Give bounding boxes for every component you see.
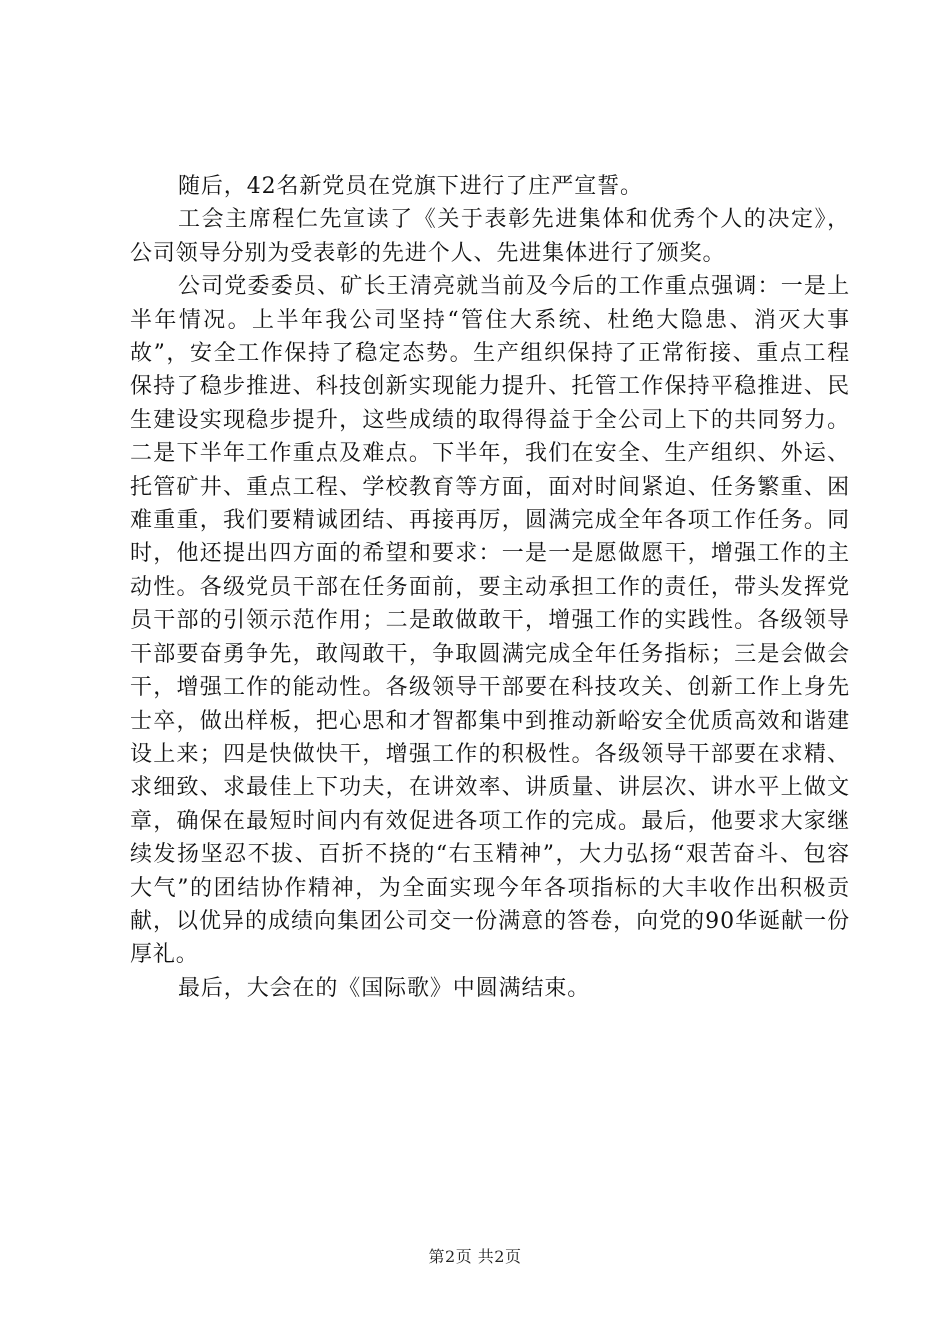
paragraph-work-priorities: 公司党委委员、矿长王清亮就当前及今后的工作重点强调：一是上半年情况。上半年我公司坚持“管住大系统、杜绝大隐患、消灭大事故”，安全工作保持了稳定态势。生产组织保持了正常衔接、重点工程保持了稳步推进、科技创新实现能力提升、托管工作保持平稳推进、民生建设实现稳步提升，这些成绩的取得得益于全公司上下的共同努力。二是下半年工作重点及难点。下半年，我们在安全、生产组织、外运、托管矿井、重点工程、学校教育等方面，面对时间紧迫、任务繁重、困难重重，我们要精诚团结、再接再厉，圆满完成全年各项工作任务。同时，他还提出四方面的希望和要求：一是一是愿做愿干，增强工作的主动性。各级党员干部在任务面前，要主动承担工作的责任，带头发挥党员干部的引领示范作用；二是敢做敢干，增强工作的实践性。各级领导干部要奋勇争先，敢闯敢干，争取圆满完成全年任务指标；三是会做会干，增强工作的能动性。各级领导干部要在科技攻关、创新工作上身先士卒，做出样板，把心思和才智都集中到推动新峪安全优质高效和谐建设上来；四是快做快干，增强工作的积极性。各级领导干部要在求精、求细致、求最佳上下功夫，在讲效率、讲质量、讲层次、讲水平上做文章，确保在最短时间内有效促进各项工作的完成。最后，他要求大家继续发扬坚忍不拔、百折不挠的“右玉精神”，大力弘扬“艰苦奋斗、包容大气”的团结协作精神，为全面实现今年各项指标的大丰收作出积极贡献，以优异的成绩向集团公司交一份满意的答卷，向党的90华诞献一份厚礼。 — [130, 274, 850, 968]
paragraph-oath: 随后，42名新党员在党旗下进行了庄严宣誓。 — [178, 174, 643, 199]
document-body — [130, 170, 850, 1005]
page-number-footer: 第2页 共2页 — [428, 1247, 522, 1266]
paragraph-commendation: 工会主席程仁先宣读了《关于表彰先进集体和优秀个人的决定》，公司领导分别为受表彰的先进个人、先进集体进行了颁奖。 — [130, 207, 850, 266]
paragraph-closing: 最后，大会在的《国际歌》中圆满结束。 — [178, 975, 591, 1001]
